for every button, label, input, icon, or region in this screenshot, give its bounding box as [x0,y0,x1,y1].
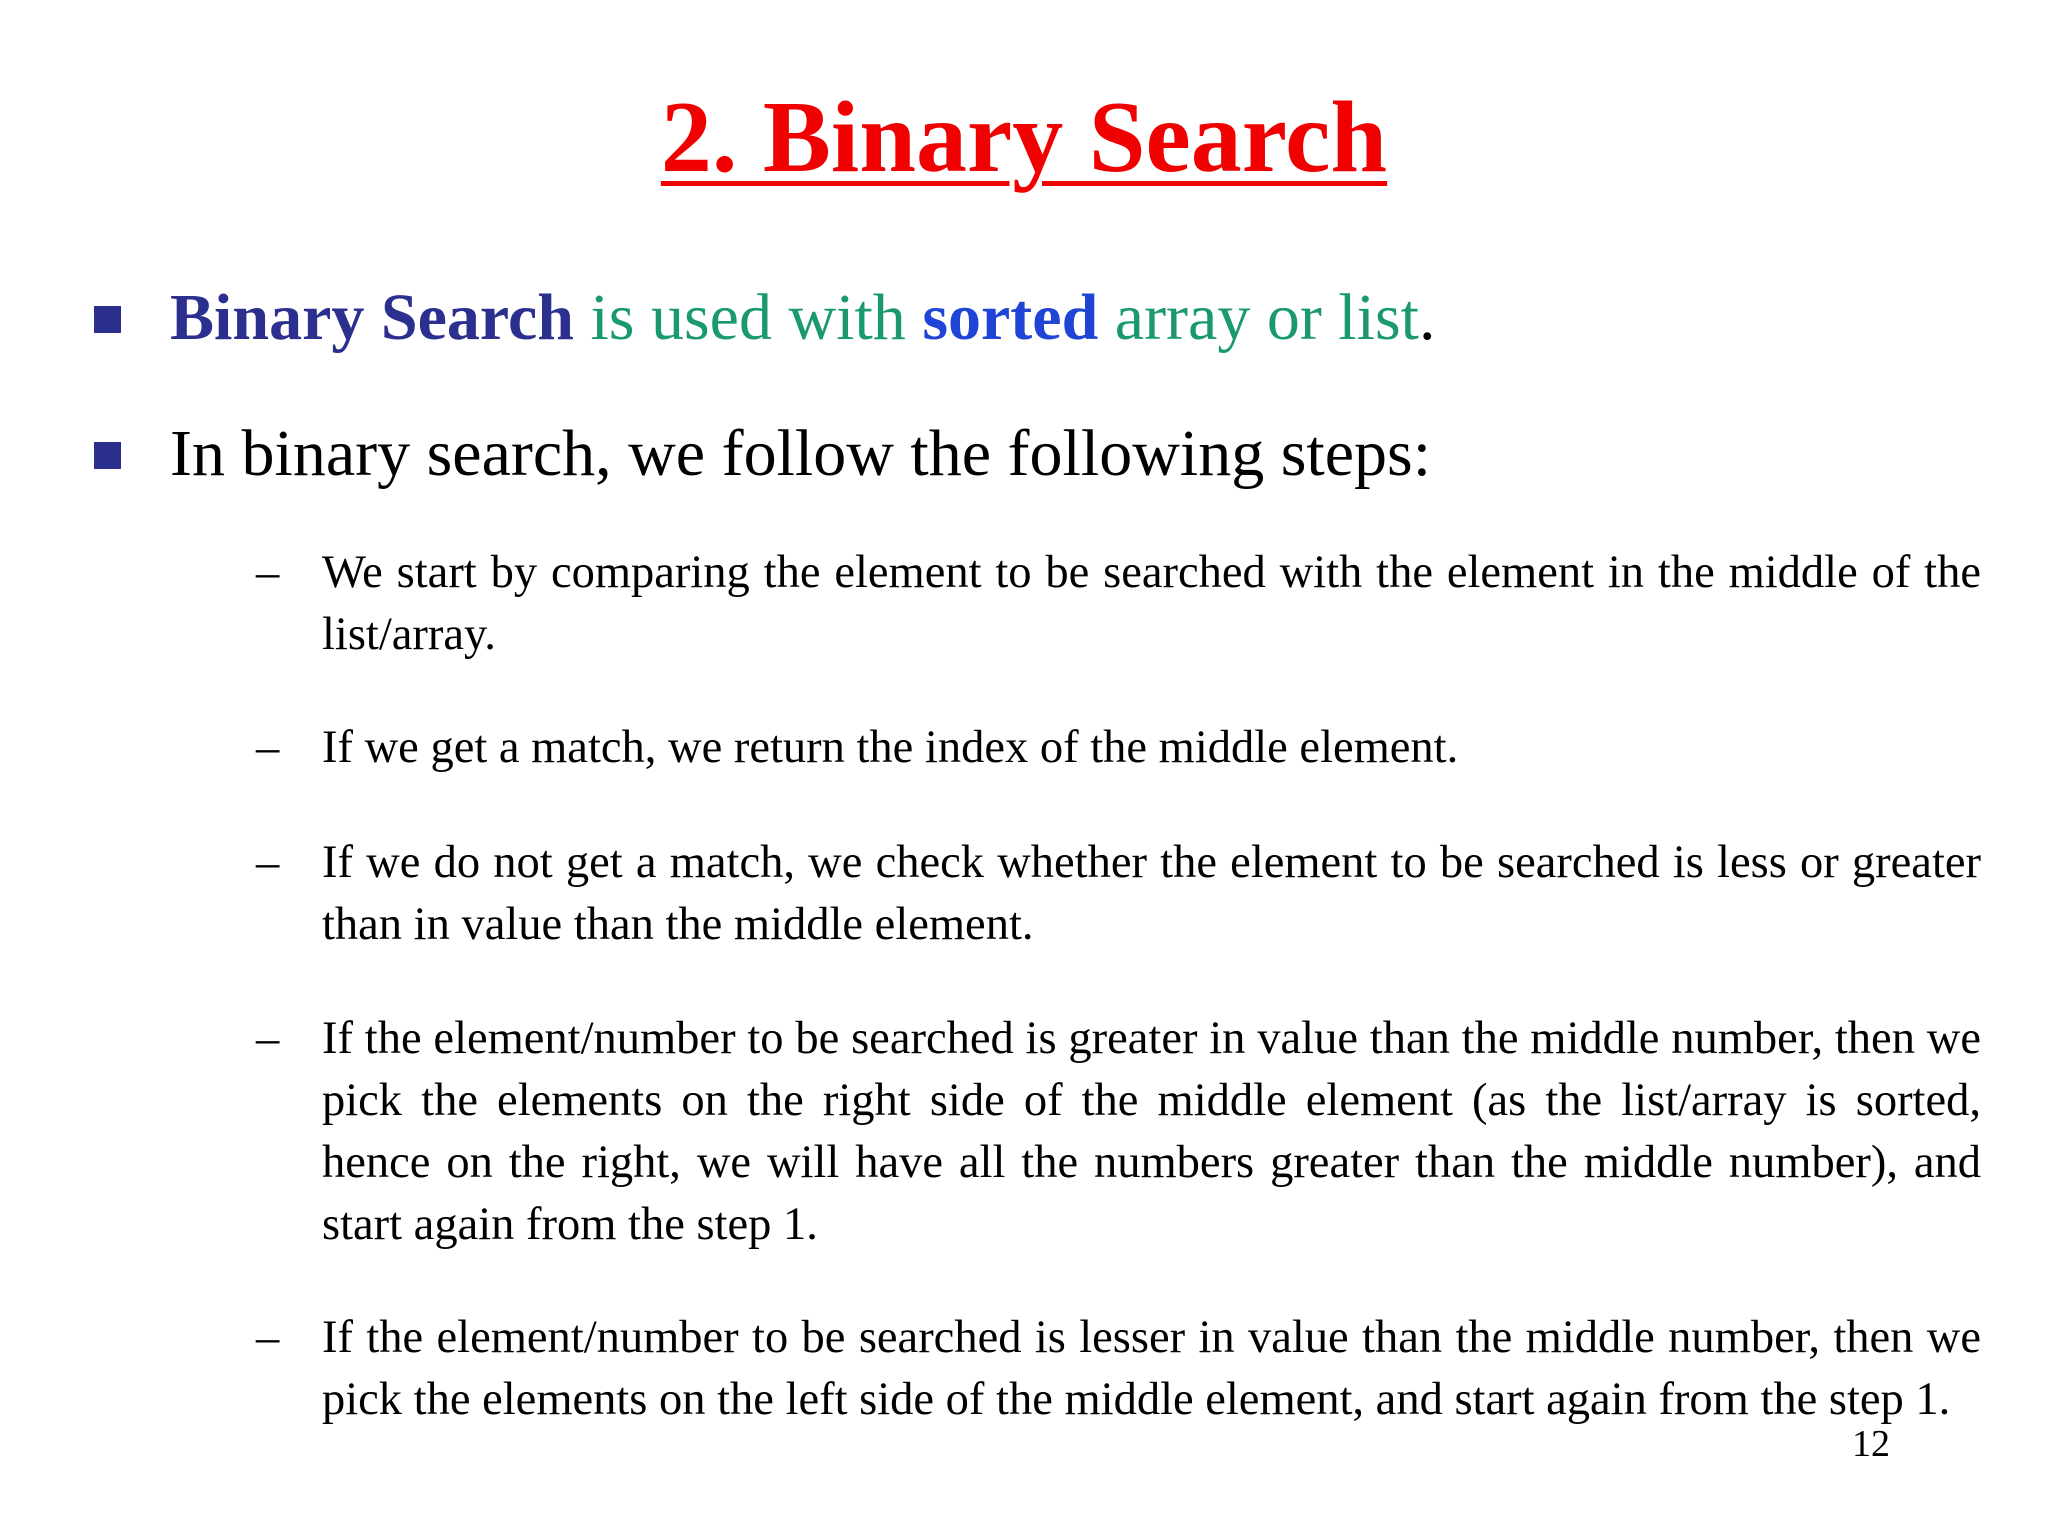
bullet-text-part: array or list [1098,281,1419,354]
term-binary-search: Binary Search [170,281,574,354]
square-bullet-icon [94,306,121,333]
dash-bullet: – [256,547,280,598]
dash-bullet: – [256,722,280,773]
square-bullet-icon [94,442,121,469]
bullet-period: . [1419,281,1436,354]
step-text: If the element/number to be searched is greater in value than the middle number, then we pick the elements on the right side of the middle element (as the list/array is sorted, hence on the right, we will have all the numbers greater than the middle number), and start again from the step 1. [322,1013,1981,1250]
dash-bullet: – [256,837,280,888]
dash-bullet: – [256,1312,280,1363]
bullet-text: In binary search, we follow the following steps: [170,417,1432,490]
step-text: If we do not get a match, we check whether the element to be searched is less or greater than in value than the middle element. [322,837,1981,950]
slide-title: 2. Binary Search [660,81,1388,194]
bullet-text-part: is used with [573,281,923,354]
step-text: We start by comparing the element to be searched with the element in the middle of the list/array. [322,547,1981,660]
page-number: 12 [1852,1423,1890,1465]
dash-bullet: – [256,1013,280,1064]
step-text: If the element/number to be searched is lesser in value than the middle number, then we pick the elements on the left side of the middle element, and start again from the step 1. [322,1312,1981,1425]
step-text: If we get a match, we return the index of the middle element. [322,722,1459,773]
bullet-text [170,278,1436,358]
keyword-sorted: sorted [922,281,1099,354]
